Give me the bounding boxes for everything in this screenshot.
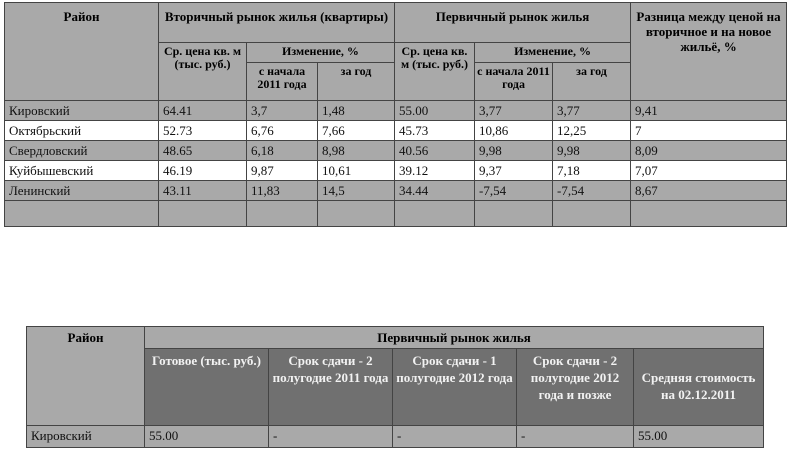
col-header-since-start-primary: с начала 2011 года: [475, 63, 553, 101]
cell-price-difference: 7,07: [631, 161, 787, 181]
col-header-secondary-market: Вторичный рынок жилья (квартиры): [159, 3, 395, 43]
cell-avg-price-primary: 55.00: [395, 101, 475, 121]
table-row: [27, 426, 764, 448]
cell-district: Кировский: [5, 101, 159, 121]
col-header-district: Район: [27, 327, 145, 426]
cell-ready: 55.00: [145, 426, 269, 448]
cell-avg-price-secondary: 52.73: [159, 121, 247, 141]
cell-avg-price-secondary: 46.19: [159, 161, 247, 181]
cell-avg-price-secondary: 43.11: [159, 181, 247, 201]
cell-change-per-year-primary: 3,77: [553, 101, 631, 121]
cell-change-per-year-secondary: 7,66: [318, 121, 395, 141]
col-header-primary-market: Первичный рынок жилья: [145, 327, 764, 349]
table-row: [5, 141, 787, 161]
cell-change-since-start-secondary: 11,83: [247, 181, 318, 201]
cell-change-since-start-primary: 3,77: [475, 101, 553, 121]
cell-change-per-year-primary: 12,25: [553, 121, 631, 141]
cell-change-since-start-primary: 9,98: [475, 141, 553, 161]
table-row: [5, 101, 787, 121]
cell-due-h2-2012: -: [517, 426, 634, 448]
cell-avg-price-primary: 39.12: [395, 161, 475, 181]
cell-district: Кировский: [27, 426, 145, 448]
col-header-change-secondary: Изменение, %: [247, 43, 395, 63]
cell-avg-price-secondary: 64.41: [159, 101, 247, 121]
table-row: [5, 121, 787, 141]
cell-change-per-year-primary: 7,18: [553, 161, 631, 181]
cell-avg-price-secondary: 48.65: [159, 141, 247, 161]
col-header-price-difference: Разница между ценой на вторичное и на новое жильё, %: [631, 3, 787, 101]
cell-change-since-start-primary: 9,37: [475, 161, 553, 181]
cell-district: Октябрьский: [5, 121, 159, 141]
cell-avg-price-primary: 34.44: [395, 181, 475, 201]
col-header-due-h2-2011: Срок сдачи - 2 полугодие 2011 года: [269, 349, 393, 426]
cell-change-since-start-secondary: 6,76: [247, 121, 318, 141]
cell-change-since-start-secondary: 6,18: [247, 141, 318, 161]
table-row: [5, 161, 787, 181]
cell-price-difference: 9,41: [631, 101, 787, 121]
col-header-due-h1-2012: Срок сдачи - 1 полугодие 2012 года: [393, 349, 517, 426]
table-row: [5, 181, 787, 201]
cell-price-difference: 8,67: [631, 181, 787, 201]
cell-district: Ленинский: [5, 181, 159, 201]
cell-change-since-start-secondary: 3,7: [247, 101, 318, 121]
col-header-change-primary: Изменение, %: [475, 43, 631, 63]
col-header-ready: Готовое (тыс. руб.): [145, 349, 269, 426]
cell-change-per-year-secondary: 14,5: [318, 181, 395, 201]
cell-change-per-year-primary: -7,54: [553, 181, 631, 201]
col-header-district: Район: [5, 3, 159, 101]
cell-change-per-year-primary: 9,98: [553, 141, 631, 161]
cell-avg-price-primary: 45.73: [395, 121, 475, 141]
cell-change-since-start-primary: 10,86: [475, 121, 553, 141]
col-header-avg-price-primary: Ср. цена кв. м (тыс. руб.): [395, 43, 475, 101]
cell-change-since-start-secondary: 9,87: [247, 161, 318, 181]
cell-district: Свердловский: [5, 141, 159, 161]
cell-price-difference: 7: [631, 121, 787, 141]
cell-change-per-year-secondary: 1,48: [318, 101, 395, 121]
cell-due-h1-2012: -: [393, 426, 517, 448]
cell-change-per-year-secondary: 10,61: [318, 161, 395, 181]
secondary-primary-market-table: [4, 2, 787, 227]
col-header-due-h2-2012: Срок сдачи - 2 полугодие 2012 года и позже: [517, 349, 634, 426]
table-row-empty: [5, 201, 787, 227]
cell-avg-cost: 55.00: [634, 426, 764, 448]
col-header-avg-price-secondary: Ср. цена кв. м (тыс. руб.): [159, 43, 247, 101]
cell-change-since-start-primary: -7,54: [475, 181, 553, 201]
cell-change-per-year-secondary: 8,98: [318, 141, 395, 161]
col-header-per-year-primary: за год: [553, 63, 631, 101]
primary-market-deadline-table: [26, 326, 764, 448]
cell-price-difference: 8,09: [631, 141, 787, 161]
col-header-per-year-secondary: за год: [318, 63, 395, 101]
cell-avg-price-primary: 40.56: [395, 141, 475, 161]
cell-due-h2-2011: -: [269, 426, 393, 448]
col-header-avg-cost: Средняя стоимость на 02.12.2011: [634, 349, 764, 426]
cell-district: Куйбышевский: [5, 161, 159, 181]
col-header-since-start-secondary: с начала 2011 года: [247, 63, 318, 101]
col-header-primary-market: Первичный рынок жилья: [395, 3, 631, 43]
